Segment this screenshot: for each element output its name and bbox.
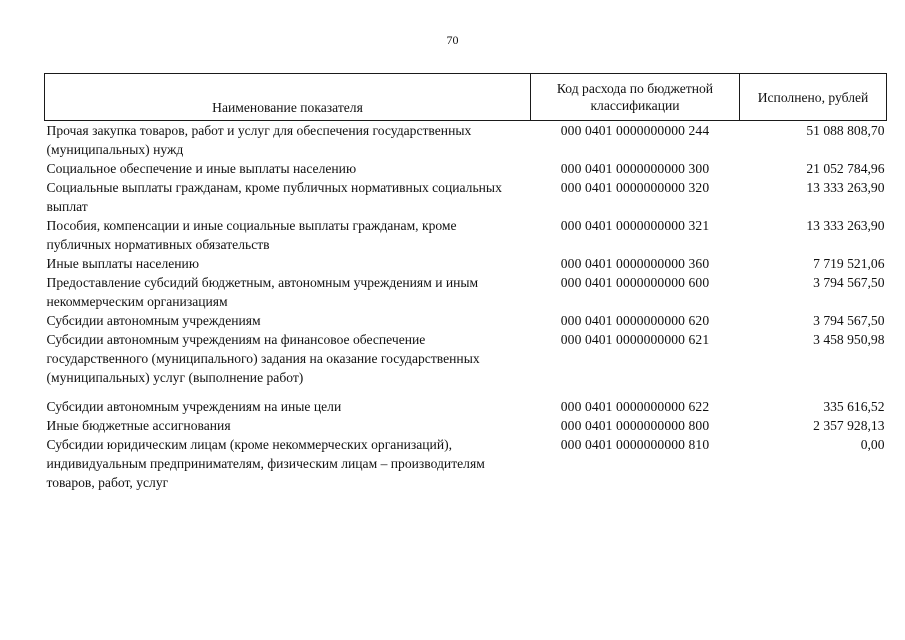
table-row — [45, 435, 887, 492]
row-budget-code: 000 0401 0000000000 244 — [560, 123, 710, 138]
row-executed-amount: 7 719 521,06 — [813, 256, 885, 271]
row-indicator-name: Субсидии автономным учреждениям — [46, 313, 261, 328]
row-executed-amount: 3 458 950,98 — [813, 332, 885, 347]
header-budget-code: Код расхода по бюджетной классификации — [531, 74, 740, 121]
row-budget-code: 000 0401 0000000000 600 — [560, 275, 710, 290]
row-indicator-name: Пособия, компенсации и иные социальные выплаты гражданам, кроме публичных нормативных обязательств — [46, 218, 457, 252]
table-row — [45, 330, 887, 397]
header-row — [45, 74, 887, 121]
row-executed-amount: 13 333 263,90 — [806, 180, 885, 195]
row-executed-amount: 3 794 567,50 — [813, 313, 885, 328]
expenditure-table — [44, 73, 887, 492]
row-indicator-name: Социальные выплаты гражданам, кроме публичных нормативных социальных выплат — [46, 180, 502, 214]
row-budget-code: 000 0401 0000000000 320 — [560, 180, 710, 195]
row-executed-amount: 21 052 784,96 — [806, 161, 885, 176]
row-executed-amount: 3 794 567,50 — [813, 275, 885, 290]
table-row — [45, 416, 887, 435]
row-budget-code: 000 0401 0000000000 800 — [560, 418, 710, 433]
row-indicator-name: Прочая закупка товаров, работ и услуг для обеспечения государственных (муниципальных) нужд — [46, 123, 472, 157]
row-budget-code: 000 0401 0000000000 300 — [560, 161, 710, 176]
row-budget-code: 000 0401 0000000000 621 — [560, 332, 710, 347]
table-row — [45, 121, 887, 160]
table-row — [45, 216, 887, 254]
row-budget-code: 000 0401 0000000000 810 — [560, 437, 710, 452]
table-header — [45, 74, 887, 121]
row-executed-amount: 2 357 928,13 — [813, 418, 885, 433]
row-budget-code: 000 0401 0000000000 321 — [560, 218, 710, 233]
row-budget-code: 000 0401 0000000000 360 — [560, 256, 710, 271]
expenditure-table-container — [44, 73, 886, 492]
row-executed-amount: 0,00 — [860, 437, 885, 452]
row-indicator-name: Субсидии автономным учреждениям на иные цели — [46, 399, 342, 414]
table-row — [45, 397, 887, 416]
row-indicator-name: Субсидии юридическим лицам (кроме некоммерческих организаций), индивидуальным предпринимателям, физическим лицам – производителям товаров, работ, услуг — [46, 437, 485, 490]
table-body — [45, 121, 887, 493]
table-row — [45, 178, 887, 216]
row-budget-code: 000 0401 0000000000 622 — [560, 399, 710, 414]
row-indicator-name: Иные выплаты населению — [46, 256, 199, 271]
row-indicator-name: Социальное обеспечение и иные выплаты населению — [46, 161, 357, 176]
row-executed-amount: 335 616,52 — [823, 399, 885, 414]
table-row — [45, 254, 887, 273]
table-row — [45, 311, 887, 330]
header-indicator-name: Наименование показателя — [45, 74, 531, 121]
header-executed-amount: Исполнено, рублей — [740, 74, 887, 121]
row-budget-code: 000 0401 0000000000 620 — [560, 313, 710, 328]
row-indicator-name: Предоставление субсидий бюджетным, автономным учреждениям и иным некоммерческим организациям — [46, 275, 479, 309]
row-indicator-name: Иные бюджетные ассигнования — [46, 418, 231, 433]
page-number: 70 — [446, 33, 459, 47]
table-row — [45, 159, 887, 178]
row-executed-amount: 13 333 263,90 — [806, 218, 885, 233]
table-row — [45, 273, 887, 311]
row-indicator-name: Субсидии автономным учреждениям на финансовое обеспечение государственного (муниципального) задания на оказание государственных (муниципальных) услуг (выполнение работ) — [46, 332, 480, 385]
row-executed-amount: 51 088 808,70 — [806, 123, 885, 138]
